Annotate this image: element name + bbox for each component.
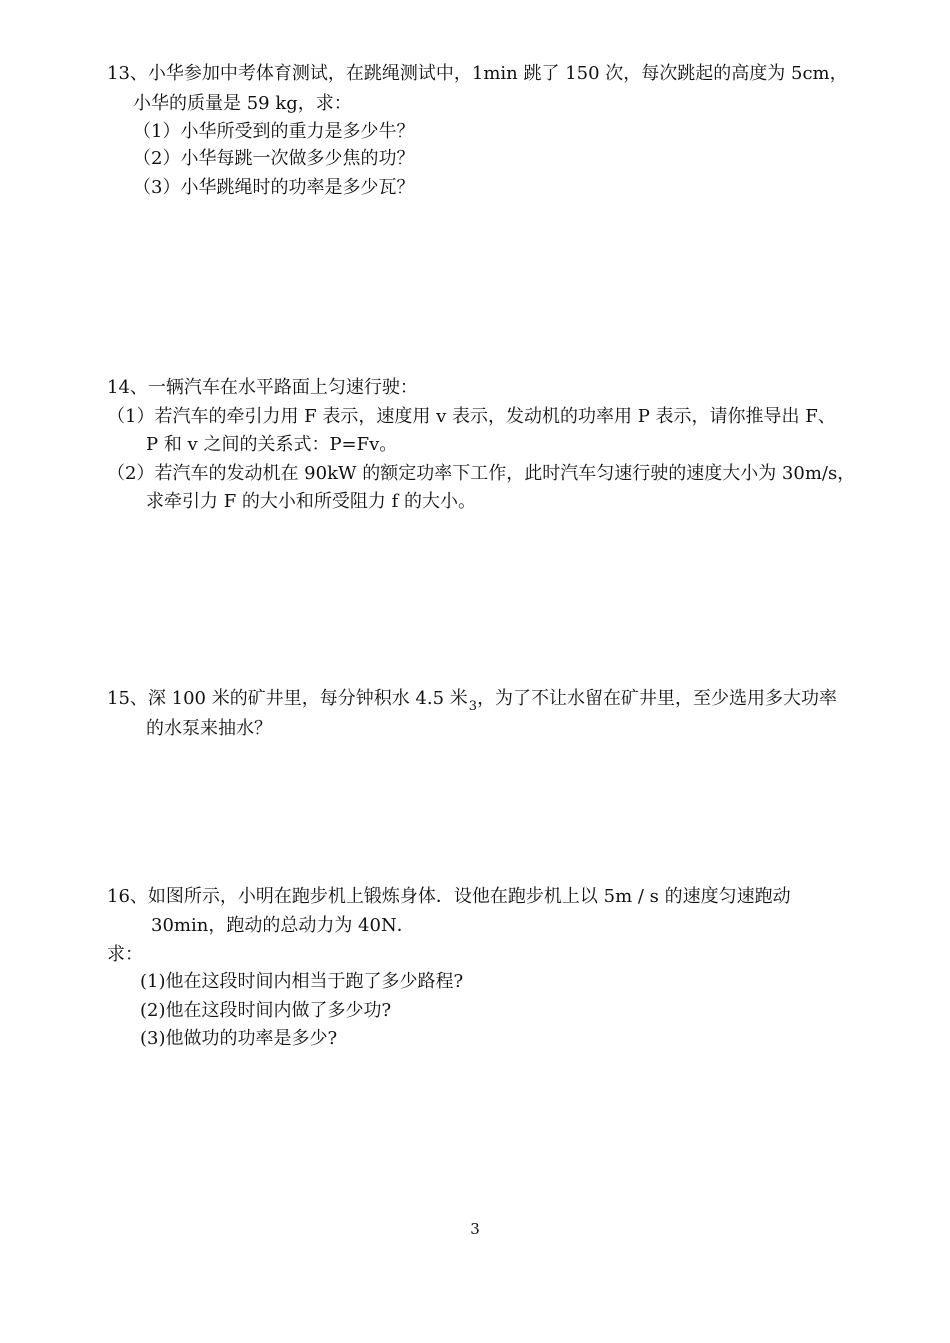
q14-part1-line1: （1）若汽车的牵引力用 F 表示，速度用 v 表示，发动机的功率用 P 表示，请你推导出 F、 <box>107 406 836 427</box>
q14-part2-line1: （2）若汽车的发动机在 90kW 的额定功率下工作，此时汽车匀速行驶的速度大小为 30m/s， <box>107 463 856 484</box>
q16-line1: 16、如图所示，小明在跑步机上锻炼身体．设他在跑步机上以 5m / s 的速度匀速跑动 <box>107 886 791 907</box>
q13-sub2: （2）小华每跳一次做多少焦的功？ <box>133 148 415 169</box>
q14-part1-line2: P 和 v 之间的关系式：P=Fv。 <box>146 434 398 455</box>
q13-line1: 13、小华参加中考体育测试，在跳绳测试中，1min 跳了 150 次，每次跳起的高度为 5cm， <box>107 63 848 84</box>
q15-line1-start: 15、深 100 米的矿井里，每分钟积水 4.5 米 <box>107 688 468 709</box>
q16-line2: 30min，跑动的总动力为 40N． <box>151 915 415 936</box>
page-number: 3 <box>470 1220 480 1238</box>
q16-sub1: (1)他在这段时间内相当于跑了多少路程? <box>140 971 464 992</box>
q14-line1: 14、一辆汽车在水平路面上匀速行驶： <box>107 377 418 398</box>
q16-sub2: (2)他在这段时间内做了多少功? <box>140 1000 392 1021</box>
q13-line2: 小华的质量是 59 kg，求： <box>133 93 352 114</box>
q15-superscript: 3 <box>468 699 478 714</box>
q16-sub3: (3)他做功的功率是多少? <box>140 1028 338 1049</box>
q13-sub3: （3）小华跳绳时的功率是多少瓦？ <box>133 177 415 198</box>
q15-line2: 的水泵来抽水？ <box>146 718 272 739</box>
q13-sub1: （1）小华所受到的重力是多少牛？ <box>133 121 415 142</box>
q15-line1 <box>107 688 837 712</box>
q14-part2-line2: 求牵引力 F 的大小和所受阻力 f 的大小。 <box>146 491 477 512</box>
q15-line1-end: ，为了不让水留在矿井里，至少选用多大功率 <box>477 688 838 709</box>
q16-ask: 求： <box>107 944 143 965</box>
